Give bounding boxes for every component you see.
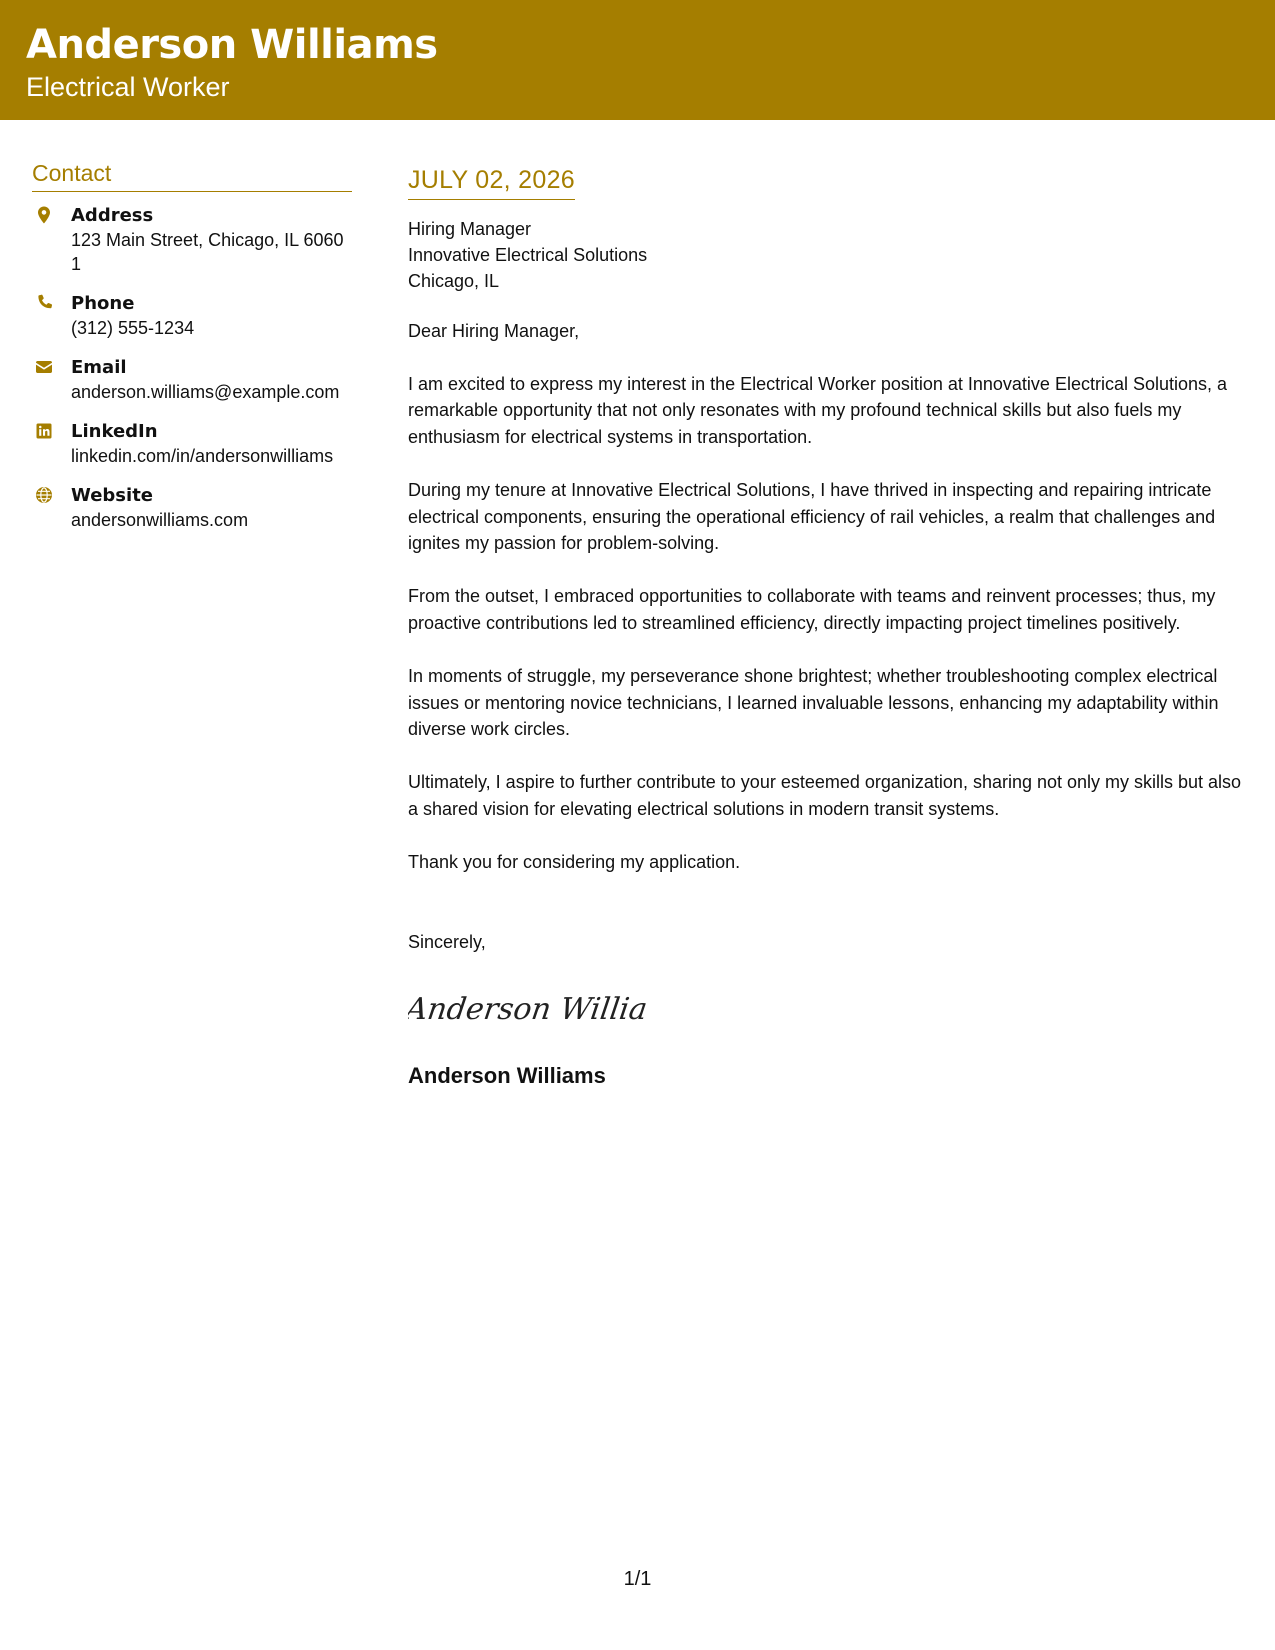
linkedin-label: LinkedIn [71,421,158,442]
contact-heading: Contact [32,160,352,192]
email-value: anderson.williams@example.com [71,382,340,402]
contact-item-phone [32,292,352,340]
body-paragraph: In moments of struggle, my perseverance shone brightest; whether troubleshooting complex electrical issues or mentoring novice technicians, I learned invaluable lessons, enhancing my adaptability within diverse work circles. [408,666,1219,740]
phone-icon [34,293,54,313]
letter-date: JULY 02, 2026 [408,166,575,200]
body-paragraph: Thank you for considering my application. [408,852,741,873]
body-paragraph: During my tenure at Innovative Electrical Solutions, I have thrived in inspecting and repairing intricate electrical components, ensuring the operational efficiency of rail vehicles, a realm that challenges and ignites my passion for problem-solving. [408,480,1216,554]
website-label: Website [71,485,154,506]
handwritten-signature [408,981,688,1031]
body-paragraph: Ultimately, I aspire to further contribute to your esteemed organization, sharing not only my skills but also a shared vision for elevating electrical solutions in modern transit systems. [408,772,1242,819]
page-number: 1/1 [623,1568,652,1590]
phone-value: (312) 555-1234 [71,318,195,338]
header-banner [0,0,1275,120]
signer-name: Anderson Williams [408,1062,606,1088]
email-label: Email [71,357,127,378]
recipient-line: Innovative Electrical Solutions [408,245,648,265]
recipient-line: Hiring Manager [408,219,532,239]
address-label: Address [71,205,154,226]
closing: Sincerely, [408,931,486,952]
body-paragraph: From the outset, I embraced opportunities to collaborate with teams and reinvent processes; thus, my proactive contributions led to streamlined efficiency, directly impacting project timelines positively. [408,586,1216,633]
applicant-name: Anderson Williams [26,22,438,68]
globe-icon [34,485,54,505]
letter-body [408,166,1250,1090]
signature-text: Anderson Willia [408,991,650,1027]
job-title: Electrical Worker [26,72,230,102]
contact-item-linkedin [32,420,352,468]
greeting: Dear Hiring Manager, [408,321,580,341]
recipient-block [408,216,1250,294]
map-pin-icon [34,205,54,225]
linkedin-value: linkedin.com/in/andersonwilliams [71,446,334,466]
contact-sidebar [32,160,352,548]
phone-label: Phone [71,293,135,314]
linkedin-icon [34,421,54,441]
recipient-line: Chicago, IL [408,271,500,291]
address-value: 123 Main Street, Chicago, IL 60601 [71,230,344,274]
contact-item-address [32,204,352,276]
contact-item-email [32,356,352,404]
envelope-icon [34,357,54,377]
body-paragraph: I am excited to express my interest in the Electrical Worker position at Innovative Electrical Solutions, a remarkable opportunity that not only resonates with my profound technical skills but also fuels my enthusiasm for electrical systems in transportation. [408,374,1228,447]
website-value: andersonwilliams.com [71,510,249,530]
contact-item-website [32,484,352,532]
